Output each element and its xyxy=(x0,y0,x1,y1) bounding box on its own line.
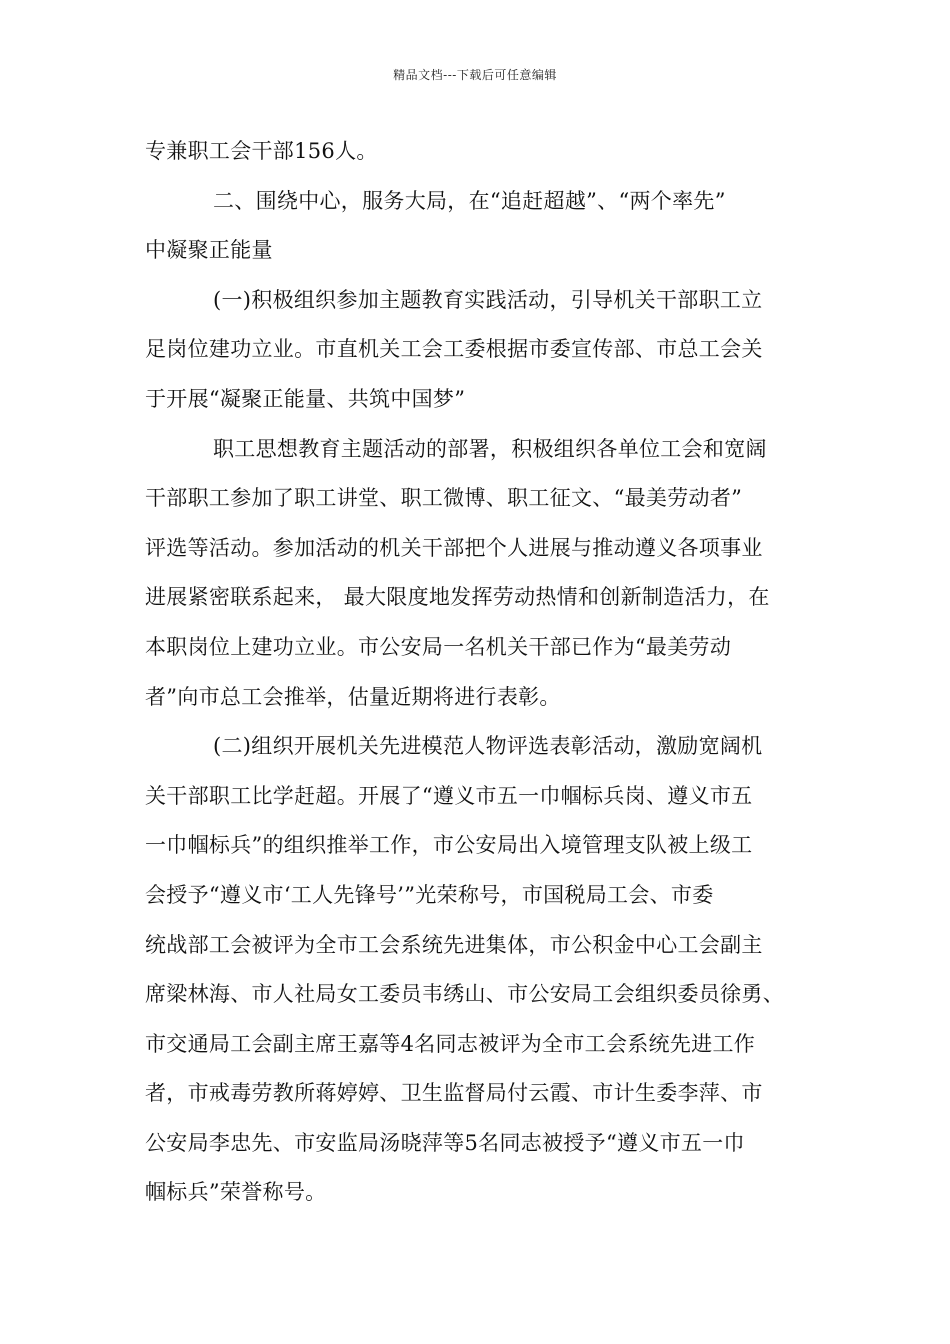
text-line: 席梁林海、市人社局女工委员韦绣山、市公安局工会组织委员徐勇、 xyxy=(145,982,784,1007)
text-line: 市交通局工会副主席王嘉等4名同志被评为全市工会系统先进工作 xyxy=(145,1031,756,1056)
subsection-heading: (一)积极组织参加主题教育实践活动，引导机关干部职工立 xyxy=(213,287,763,312)
text-line: 于开展“凝聚正能量、共筑中国梦” xyxy=(145,386,466,411)
section-heading: 二、围绕中心，服务大局，在“追赶超越”、“两个率先” xyxy=(213,188,726,213)
text-line: 干部职工参加了职工讲堂、职工微博、职工征文、“最美劳动者” xyxy=(145,486,743,511)
text-line: 足岗位建功立业。市直机关工会工委根据市委宣传部、市总工会关 xyxy=(145,337,763,362)
text-line: 本职岗位上建功立业。市公安局一名机关干部已作为“最美劳动 xyxy=(145,634,732,659)
text-line: 一巾帼标兵”的组织推举工作，市公安局出入境管理支队被上级工 xyxy=(145,833,753,858)
text-line: 公安局李忠先、市安监局汤晓萍等5名同志被授予“遵义市五一巾 xyxy=(145,1130,745,1155)
text-line: 会授予“遵义市‘工人先锋号’”光荣称号，市国税局工会、市委 xyxy=(145,882,714,907)
document-body xyxy=(145,127,813,1218)
text-line: 者，市戒毒劳教所蒋婷婷、卫生监督局付云霞、市计生委李萍、市 xyxy=(145,1081,763,1106)
paragraph-start: 职工思想教育主题活动的部署，积极组织各单位工会和宽阔 xyxy=(213,436,767,461)
subsection-heading: (二)组织开展机关先进模范人物评选表彰活动，激励宽阔机 xyxy=(213,734,763,759)
text-line: 评选等活动。参加活动的机关干部把个人进展与推动遵义各项事业 xyxy=(145,535,763,560)
text-line: 关干部职工比学赶超。开展了“遵义市五一巾帼标兵岗、遵义市五 xyxy=(145,783,753,808)
text-line: 帼标兵”荣誉称号。 xyxy=(145,1180,327,1205)
page-header: 精品文档---下载后可任意编辑 xyxy=(393,68,557,82)
text-line: 进展紧密联系起来， 最大限度地发挥劳动热情和创新制造活力，在 xyxy=(145,585,770,610)
text-line: 统战部工会被评为全市工会系统先进集体，市公积金中心工会副主 xyxy=(145,932,763,957)
text-line: 者”向市总工会推举，估量近期将进行表彰。 xyxy=(145,684,561,709)
text-line: 专兼职工会干部156人。 xyxy=(145,139,378,163)
section-heading-continued: 中凝聚正能量 xyxy=(145,238,273,263)
